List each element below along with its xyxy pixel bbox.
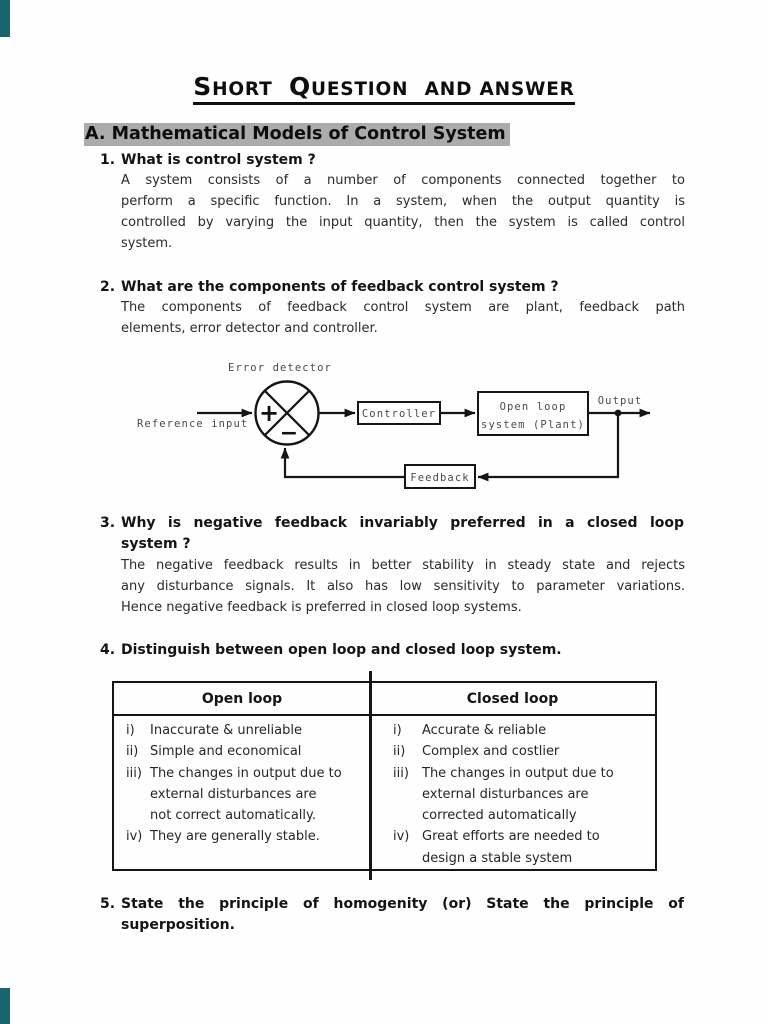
open-loop-column (114, 720, 370, 869)
row-line: Great efforts are needed to (422, 829, 600, 845)
answer-line: elements, error detector and controller. (121, 321, 378, 336)
page-title (0, 72, 768, 105)
controller-label: Controller (361, 408, 437, 420)
section-heading: A. Mathematical Models of Control System (84, 123, 510, 146)
table-row (126, 763, 370, 827)
answer-line: The negative feedback results in better stability in steady state and rejects (121, 558, 685, 573)
feedback-label: Feedback (410, 472, 470, 484)
plus-sign: + (258, 399, 280, 427)
question-title-line: Why is negative feedback invariably preferred in a closed loop (121, 515, 684, 531)
table-header-open-loop: Open loop (201, 690, 283, 707)
row-line: external disturbances are (422, 786, 589, 802)
plant-label-line1: Open loop (499, 401, 567, 413)
answer-line: system. (121, 236, 173, 251)
row-marker: ii) (126, 744, 139, 760)
table-row (393, 763, 655, 827)
title-word: HORT (212, 79, 273, 100)
question-number: 1. (100, 152, 116, 168)
table-row (393, 826, 655, 869)
title-word: Q (288, 72, 311, 101)
question-title-line: State the principle of homogenity (or) State the principle of (121, 896, 684, 912)
answer-line: Hence negative feedback is preferred in closed loop systems. (121, 600, 522, 615)
table-row (393, 741, 655, 762)
question-number: 4. (100, 642, 116, 658)
feedback-to-junction-line (285, 448, 405, 477)
table-header-row (114, 683, 655, 716)
page-title-text (193, 72, 574, 105)
error-detector-label: Error detector (228, 362, 332, 374)
feedback-control-block-diagram (105, 353, 700, 503)
row-marker: ii) (393, 744, 406, 760)
minus-sign: − (279, 421, 299, 446)
row-line: The changes in output due to (150, 765, 342, 781)
question-1-answer (121, 170, 685, 254)
row-line: Inaccurate & unreliable (150, 723, 302, 738)
table-center-divider (369, 671, 372, 880)
question-5-heading (100, 894, 684, 936)
question-title: What is control system ? (121, 152, 316, 168)
question-3-heading (100, 513, 684, 555)
row-line: Accurate & reliable (422, 723, 547, 738)
question-title: What are the components of feedback control system ? (121, 279, 559, 295)
answer-line: any disturbance signals. It also has low sensitivity to parameter variations. (121, 579, 685, 594)
table-row (126, 720, 370, 741)
title-word: S (193, 72, 213, 101)
question-3-answer (121, 555, 685, 618)
question-number: 5. (100, 896, 116, 912)
table-header-closed-loop: Closed loop (466, 690, 559, 707)
row-line: They are generally stable. (150, 829, 320, 845)
question-2-heading (100, 277, 684, 298)
closed-loop-column (370, 720, 655, 869)
question-4-heading (100, 640, 684, 661)
title-word: UESTION (311, 79, 409, 100)
table-row (126, 741, 370, 762)
row-marker: i) (126, 723, 135, 738)
answer-line: controlled by varying the input quantity, then the system is called control (121, 215, 685, 230)
question-title-line: system ? (121, 536, 191, 552)
title-word: AND ANSWER (424, 79, 575, 100)
row-line: design a stable system (422, 850, 573, 866)
table-row (126, 826, 370, 847)
page-corner-mark-bottom (0, 988, 10, 1024)
answer-line: A system consists of a number of components connected together to (121, 173, 685, 188)
output-label: Output (597, 395, 643, 407)
page-corner-mark-top (0, 0, 10, 37)
question-title: Distinguish between open loop and closed loop system. (121, 642, 562, 658)
row-line: Simple and economical (150, 744, 302, 760)
question-2-answer (121, 297, 685, 339)
table-body (114, 716, 655, 869)
answer-line: The components of feedback control system are plant, feedback path (121, 300, 685, 315)
row-line: corrected automatically (422, 808, 577, 824)
row-line: external disturbances are (150, 786, 317, 802)
row-marker: iv) (126, 829, 143, 845)
row-line: Complex and costlier (422, 744, 560, 760)
row-marker: iv) (393, 829, 410, 845)
row-line: not correct automatically. (150, 808, 316, 824)
answer-line: perform a specific function. In a system, when the output quantity is (121, 194, 685, 209)
plant-label-line2: system (Plant) (481, 419, 585, 431)
row-marker: iii) (393, 765, 409, 781)
question-number: 2. (100, 279, 116, 295)
table-row (393, 720, 655, 741)
question-1-heading (100, 150, 684, 171)
row-line: The changes in output due to (422, 765, 614, 781)
comparison-table (112, 681, 657, 871)
row-marker: iii) (126, 765, 142, 781)
question-title-line: superposition. (121, 917, 235, 933)
question-number: 3. (100, 515, 116, 531)
row-marker: i) (393, 723, 402, 738)
reference-input-label: Reference input (137, 418, 249, 430)
